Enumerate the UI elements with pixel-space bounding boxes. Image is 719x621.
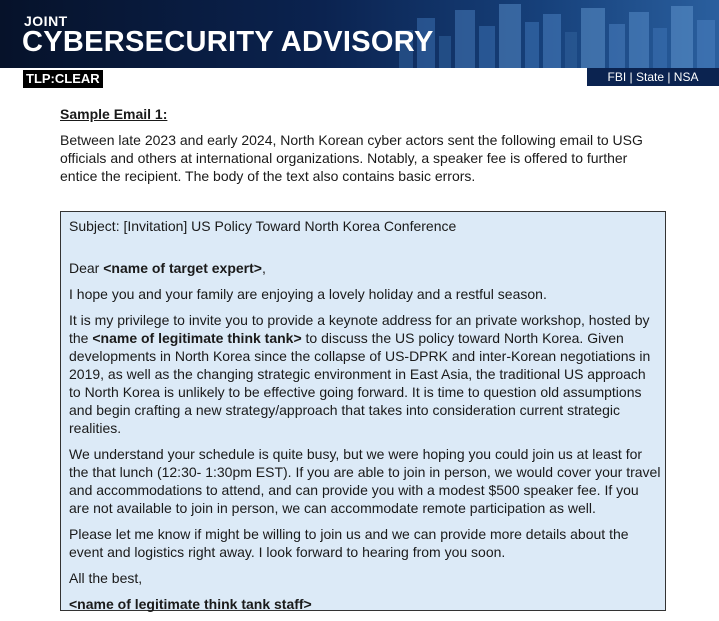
email-paragraph-2: [69, 311, 661, 437]
email-paragraph-4: Please let me know if might be willing to join us and we can provide more details about the event and logistics right away. I look forward to hearing from you soon.: [69, 526, 629, 560]
city-skyline-graphic: [389, 0, 719, 68]
p2-suffix: to discuss the US policy toward North Korea. Given developments in North Korea since the collapse of US-DPRK and inter-Korean negotiations in 2019, as well as the changing strategic environment in East Asia, the traditional US approach to North Korea is unlikely to be effective going forward. It is time to question old assumptions and begin crafting a new strategy/approach that takes into consideration current strategic realities.: [69, 330, 651, 436]
target-expert-placeholder: <name of target expert>: [103, 260, 262, 276]
advisory-banner: [0, 0, 719, 68]
email-greeting: [69, 259, 661, 277]
p2-prefix: It is my privilege to invite you to provide a keynote address for an private workshop, hosted by the: [69, 312, 650, 346]
sample-email-title: Sample Email 1:: [60, 106, 168, 122]
intro-paragraph: Between late 2023 and early 2024, North Korean cyber actors sent the following email to USG officials and others at international organizations. Notably, a speaker fee is offered to further entice the recipient. The body of the text also contains basic errors.: [60, 132, 643, 184]
email-subject: Subject: [Invitation] US Policy Toward North Korea Conference: [69, 218, 457, 234]
email-content: [69, 217, 661, 621]
email-paragraph-3: We understand your schedule is quite busy, but we were hoping you could join us at least for the that lunch (12:30- 1:30pm EST). If you are able to join in person, we would cover your travel and accommodations to attend, and can provide you with a modest $500 speaker fee. If you are not available to join in person, we can accommodate remote participation as well.: [69, 446, 661, 516]
email-paragraph-1: I hope you and your family are enjoying a lovely holiday and a restful season.: [69, 286, 547, 302]
advisory-title: CYBERSECURITY ADVISORY: [22, 26, 434, 58]
signature-placeholder: <name of legitimate think tank staff>: [69, 596, 312, 612]
email-closing: All the best,: [69, 570, 143, 586]
think-tank-placeholder: <name of legitimate think tank>: [92, 330, 302, 346]
greeting-prefix: Dear: [69, 260, 104, 276]
joint-label: JOINT: [24, 13, 68, 29]
agencies-label: FBI | State | NSA: [587, 68, 719, 86]
greeting-suffix: ,: [261, 260, 266, 276]
tlp-label: TLP:CLEAR: [23, 70, 103, 88]
